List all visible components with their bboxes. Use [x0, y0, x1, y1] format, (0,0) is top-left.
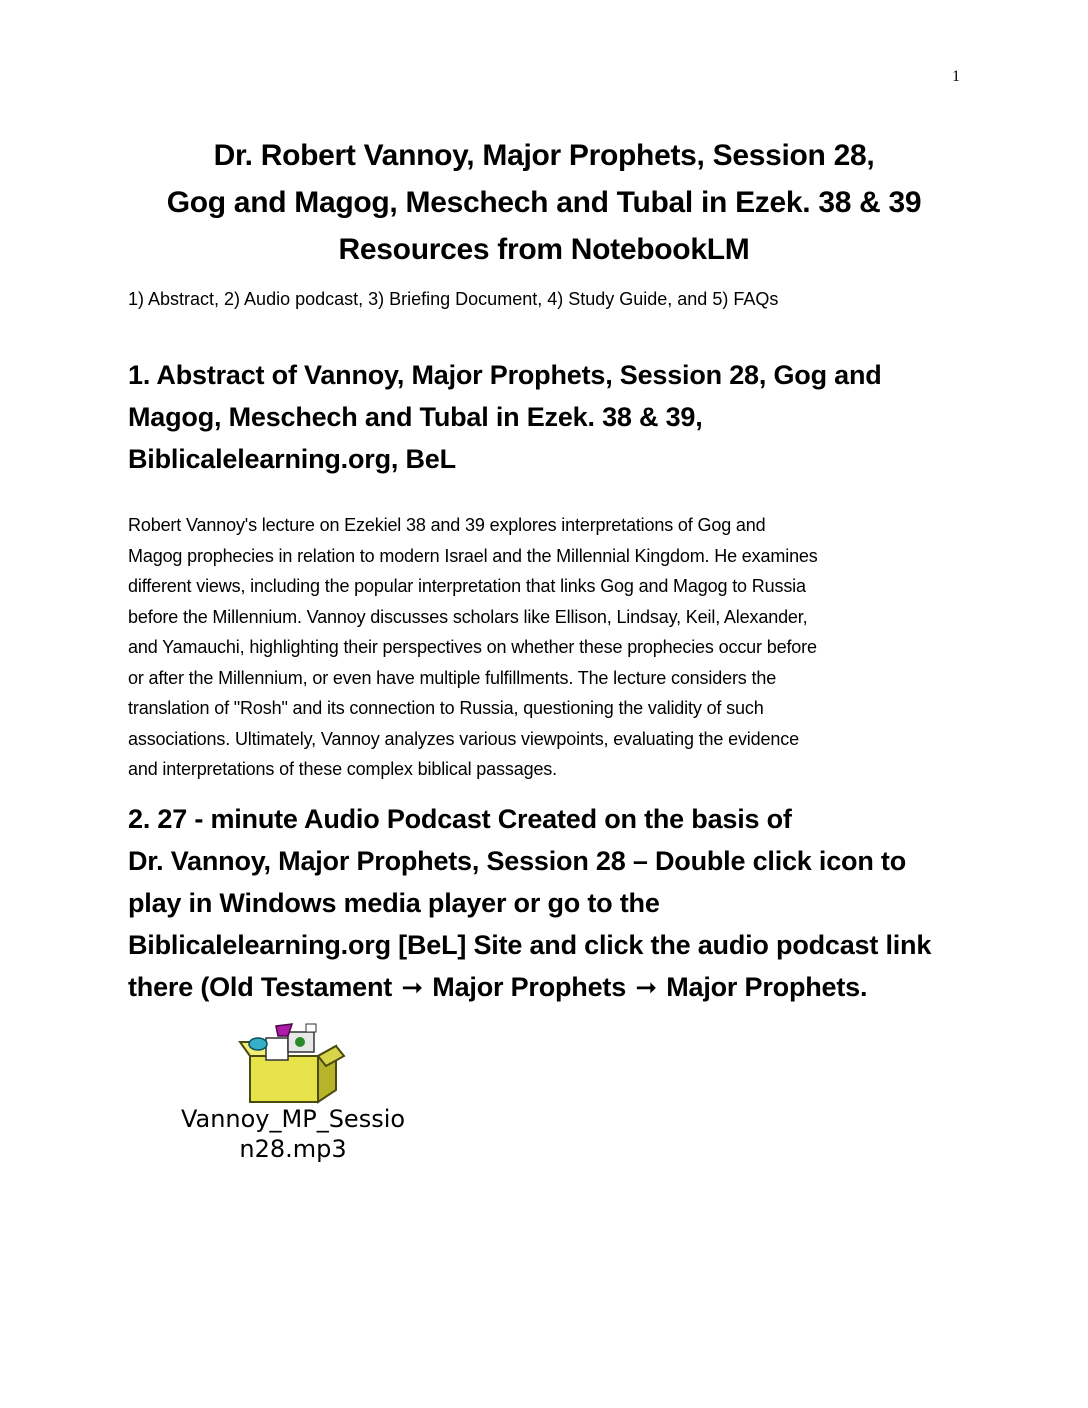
podcast-heading: [128, 798, 968, 1008]
attachment-filename[interactable]: [128, 1104, 458, 1164]
attachment-filename-line-1: Vannoy_MP_Sessio: [180, 1105, 406, 1133]
podcast-heading-line-5: [128, 966, 968, 1008]
podcast-heading-line-1: 2. 27 - minute Audio Podcast Created on the basis of: [128, 804, 792, 834]
abstract-line: Magog prophecies in relation to modern Israel and the Millennial Kingdom. He examines: [128, 545, 818, 566]
abstract-line: different views, including the popular interpretation that links Gog and Magog to Russia: [128, 576, 806, 596]
podcast-heading-line-2: Dr. Vannoy, Major Prophets, Session 28 – Double click icon to: [128, 846, 907, 876]
abstract-heading: [128, 354, 968, 480]
right-arrow-icon: ➞: [635, 972, 657, 1002]
abstract-line: translation of "Rosh" and its connection to Russia, questioning the validity of such: [128, 698, 764, 718]
abstract-line: and Yamauchi, highlighting their perspectives on whether these prophecies occur before: [128, 637, 817, 657]
resource-list: 1) Abstract, 2) Audio podcast, 3) Briefing Document, 4) Study Guide, and 5) FAQs: [128, 289, 779, 309]
breadcrumb-major-prophets-final: Major Prophets.: [666, 972, 868, 1002]
page-number: 1: [952, 68, 960, 85]
abstract-line: associations. Ultimately, Vannoy analyzes various viewpoints, evaluating the evidence: [128, 728, 799, 749]
right-arrow-icon: ➞: [401, 972, 423, 1002]
mp3-attachment[interactable]: [128, 1022, 458, 1172]
attachment-filename-line-2: n28.mp3: [239, 1135, 347, 1163]
breadcrumb-old-testament: there (Old Testament: [128, 972, 393, 1002]
abstract-heading-line-2: Magog, Meschech and Tubal in Ezek. 38 & 39,: [128, 402, 703, 432]
package-icon[interactable]: [236, 1022, 346, 1104]
abstract-heading-line-1: 1. Abstract of Vannoy, Major Prophets, Session 28, Gog and: [128, 360, 882, 390]
abstract-line: or after the Millennium, or even have multiple fulfillments. The lecture considers the: [128, 667, 777, 688]
abstract-heading-line-3: Biblicalelearning.org, BeL: [128, 444, 456, 474]
abstract-paragraph: [128, 510, 968, 785]
abstract-line: before the Millennium. Vannoy discusses scholars like Ellison, Lindsay, Keil, Alexander,: [128, 606, 808, 627]
title-line-3: Resources from NotebookLM: [338, 233, 750, 266]
title-line-1: Dr. Robert Vannoy, Major Prophets, Session 28,: [213, 139, 875, 172]
podcast-heading-line-4: Biblicalelearning.org [BeL] Site and click the audio podcast link: [128, 930, 932, 960]
podcast-heading-line-3: play in Windows media player or go to the: [128, 888, 660, 918]
abstract-line: Robert Vannoy's lecture on Ezekiel 38 and 39 explores interpretations of Gog and: [128, 515, 766, 535]
title-line-2: Gog and Magog, Meschech and Tubal in Ezek. 38 & 39: [166, 186, 922, 219]
breadcrumb-major-prophets: Major Prophets: [432, 972, 627, 1002]
abstract-line: and interpretations of these complex biblical passages.: [128, 759, 558, 779]
document-title: [100, 132, 988, 273]
